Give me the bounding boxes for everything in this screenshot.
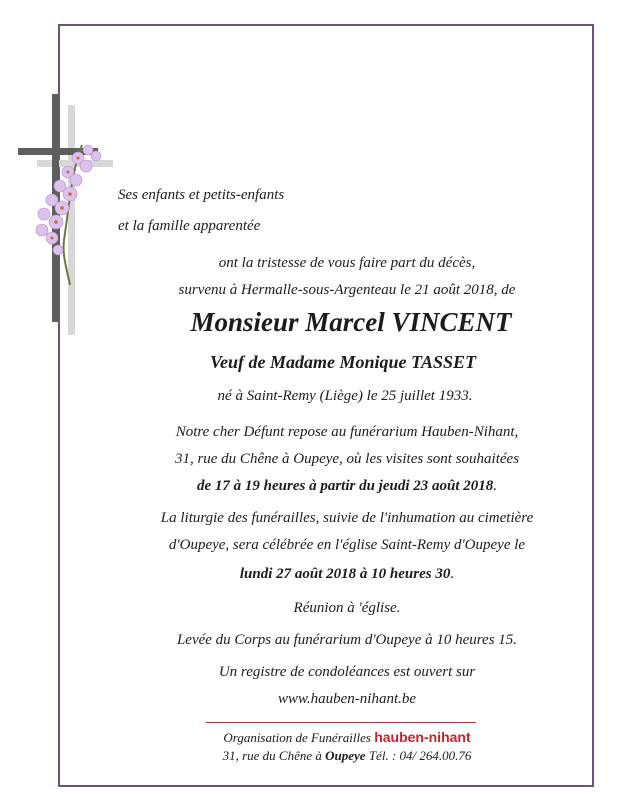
deceased-name: Monsieur Marcel VINCENT <box>190 307 512 337</box>
website-link[interactable]: www.hauben-nihant.be <box>277 691 417 707</box>
family-line-1: Ses enfants et petits-enfants <box>118 187 285 203</box>
visitation-line-2: 31, rue du Chêne à Oupeye, où les visites sont souhaitées <box>174 451 520 467</box>
funeral-date-end: . <box>450 566 455 582</box>
funeral-line-1: La liturgie des funérailles, suivie de l'inhumation au cimetière <box>160 510 534 526</box>
footer-address <box>36 748 622 764</box>
birth-line: né à Saint-Remy (Liège) le 25 juillet 1933. <box>217 388 473 404</box>
visitation-hours <box>36 478 622 495</box>
footer-phone: Tél. : 04/ 264.00.76 <box>368 748 472 763</box>
visitation-line-1: Notre cher Défunt repose au funérarium Hauben-Nihant, <box>175 424 519 440</box>
footer-address-prefix: 31, rue du Chêne à <box>222 748 322 763</box>
funeral-date-text: lundi 27 août 2018 à 10 heures 30 <box>239 566 451 582</box>
widower-line: Veuf de Madame Monique TASSET <box>209 352 477 372</box>
funeral-line-2: d'Oupeye, sera célébrée en l'église Saint-Remy d'Oupeye le <box>168 537 526 553</box>
visitation-hours-text: de 17 à 19 heures à partir du jeudi 23 août 2018 <box>196 478 494 494</box>
footer-divider <box>206 722 476 723</box>
announcement-line-1: ont la tristesse de vous faire part du décès, <box>218 255 476 271</box>
funeral-date <box>36 566 622 583</box>
levee-line: Levée du Corps au funérarium d'Oupeye à 10 heures 15. <box>176 632 518 648</box>
announcement-line-2: survenu à Hermalle-sous-Argenteau le 21 août 2018, de <box>178 282 516 298</box>
cross-with-orchids-icon <box>12 90 122 340</box>
footer-city: Oupeye <box>325 748 366 763</box>
visitation-hours-end: . <box>493 478 498 494</box>
footer-org-prefix: Organisation de Funérailles <box>223 730 371 745</box>
brand-name: hauben-nihant <box>374 729 471 745</box>
condolences-line: Un registre de condoléances est ouvert sur <box>218 664 476 680</box>
footer-org <box>36 729 622 746</box>
meeting-line: Réunion à 'église. <box>293 600 401 616</box>
family-line-2: et la famille apparentée <box>118 218 261 234</box>
